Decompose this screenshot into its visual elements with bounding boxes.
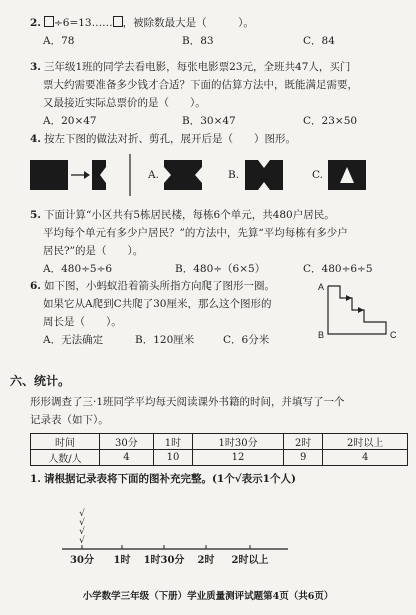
- q2-option-c[interactable]: C．84: [303, 35, 335, 47]
- q3-option-c[interactable]: C．23×50: [303, 115, 358, 127]
- q5-line2: 平均每个单元有多少户居民？”的方法中，先算“平均每栋有多少户: [43, 227, 348, 239]
- arrow-icon: [358, 307, 364, 313]
- q2-option-a[interactable]: A．78: [43, 35, 75, 47]
- axis-label: 1时30分: [143, 555, 185, 566]
- q4-text: 按左下图的做法对折、剪孔，展开后是（ ）图形。: [43, 133, 296, 145]
- q6-option-c[interactable]: C．6分米: [223, 334, 270, 346]
- table-cell: 12: [193, 450, 284, 466]
- fold-cut-figure: [30, 154, 410, 196]
- table-row: [31, 450, 408, 466]
- check-mark: √: [79, 536, 85, 546]
- q3-number: 3.: [30, 61, 41, 73]
- staircase-figure: [318, 276, 410, 340]
- q5-option-c[interactable]: C．480÷6÷5: [303, 263, 373, 275]
- q6-line1: 如下图，小蚂蚁沿着箭头所指方向爬了图形一圈。: [43, 280, 275, 292]
- q5-option-a[interactable]: A．480÷5÷6: [43, 263, 113, 275]
- table-header-cell: 1时: [153, 434, 192, 450]
- question-6: [30, 277, 320, 349]
- question-5: [30, 206, 406, 278]
- q2-text-b: ，被除数最大是（ ）。: [122, 17, 254, 29]
- blank-box-icon: [44, 16, 54, 27]
- sub1-text: 请根据记录表将下面的图补充完整。(1个√表示1个人): [43, 473, 296, 485]
- question-4: [30, 130, 406, 148]
- check-mark: √: [79, 527, 85, 537]
- check-mark: √: [79, 518, 85, 528]
- point-a-label: A: [318, 282, 325, 292]
- q2-option-b[interactable]: B．83: [182, 35, 214, 47]
- axis-label: 30分: [70, 555, 94, 566]
- point-b-label: B: [318, 330, 325, 340]
- q5-line3: 居民?”的是（ ）。: [43, 245, 144, 257]
- table-row: [31, 434, 408, 450]
- table-cell: 4: [100, 450, 154, 466]
- q3-option-a[interactable]: A．20×47: [43, 115, 97, 127]
- table-cell: 9: [283, 450, 322, 466]
- sub-question-1: [30, 470, 406, 488]
- section-title: 六、统计。: [10, 374, 71, 388]
- q2-text-a: ÷6=13……: [53, 17, 113, 29]
- q6-number: 6.: [30, 280, 41, 292]
- table-header-cell: 1时30分: [193, 434, 284, 450]
- question-2: [30, 14, 406, 50]
- q3-line1: 三年级1班的同学去看电影，每张电影票23元，全班共47人，买门: [43, 61, 351, 73]
- q6-line2: 如果它从A爬到C共爬了30厘米，那么这个图形的: [43, 298, 272, 310]
- table-cell: 10: [153, 450, 192, 466]
- tally-chart: [60, 490, 300, 570]
- q3-options: [30, 112, 406, 130]
- table-cell: 人数/人: [31, 450, 100, 466]
- q5-line1: 下面计算“小区共有5栋居民楼，每栋6个单元，共480户居民。: [43, 209, 335, 221]
- axis-label: 1时: [113, 555, 131, 566]
- q5-number: 5.: [30, 209, 41, 221]
- q6-options: [30, 331, 320, 349]
- table-header-cell: 2时: [283, 434, 322, 450]
- q6-option-a[interactable]: A．无法确定: [43, 334, 104, 346]
- page-footer: 小学数学三年级（下册）学业质量测评试题第4页（共6页）: [82, 591, 334, 602]
- sub1-number: 1.: [30, 473, 41, 485]
- staircase-outline: [328, 286, 386, 334]
- section6-intro-line2: 记录表（如下）。: [30, 414, 109, 426]
- q2-number: 2.: [30, 17, 41, 29]
- q3-line3: 又最接近实际总票价的是（ ）。: [43, 97, 206, 109]
- q3-option-b[interactable]: B．30×47: [182, 115, 236, 127]
- q6-line3: 周长是（ ）。: [43, 316, 122, 328]
- section6-intro-line1: 形形调查了三·1班同学平均每天阅读课外书籍的时间，并填写了一个: [30, 396, 345, 408]
- q4-option-a[interactable]: A.: [148, 169, 159, 181]
- q4-option-b[interactable]: B.: [228, 169, 240, 181]
- axis-label: 2时以上: [231, 555, 269, 566]
- section6-intro: [30, 393, 406, 429]
- q2-options: [30, 32, 406, 50]
- arrow-icon: [84, 171, 90, 179]
- point-c-label: C: [390, 330, 397, 340]
- axis-label: 2时: [197, 555, 215, 566]
- sheet-icon: [30, 160, 68, 190]
- blank-box-icon: [113, 16, 123, 27]
- table-header-cell: 2时以上: [323, 434, 408, 450]
- q5-option-b[interactable]: B．480÷（6×5）: [175, 263, 266, 275]
- arrow-icon: [346, 295, 352, 301]
- table-cell: 4: [323, 450, 408, 466]
- q6-option-b[interactable]: B．120厘米: [135, 334, 195, 346]
- table-header-cell: 30分: [100, 434, 154, 450]
- check-mark: √: [79, 509, 85, 519]
- q4-option-c[interactable]: C.: [312, 169, 323, 181]
- q4-number: 4.: [30, 133, 41, 145]
- q3-line2: 票大约需要准备多少钱才合适？下面的估算方法中，既能满足需要，: [43, 79, 358, 91]
- question-3: [30, 58, 406, 130]
- record-table: [30, 433, 408, 466]
- table-header-cell: 时间: [31, 434, 100, 450]
